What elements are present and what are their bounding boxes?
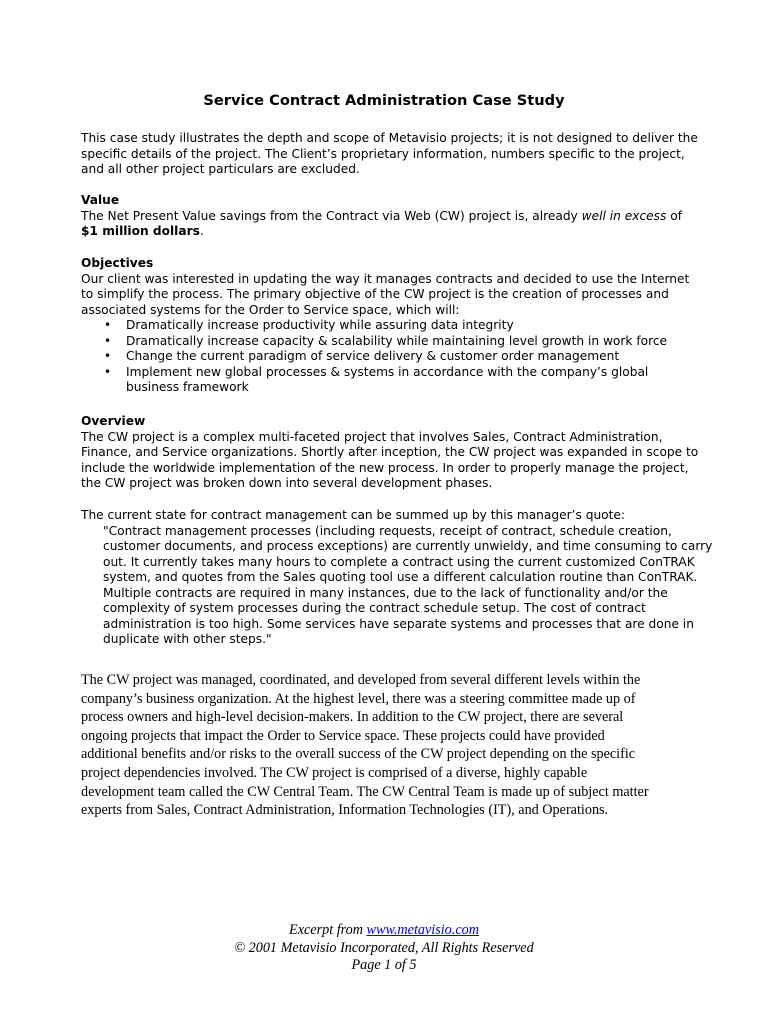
value-text-mid: of — [666, 208, 682, 223]
objective-item: • Dramatically increase productivity while assuring data integrity — [81, 318, 701, 334]
objective-item: • Implement new global processes & systems in accordance with the company’s global business framework — [81, 365, 701, 396]
objective-item: • Dramatically increase capacity & scalability while maintaining level growth in work force — [81, 334, 701, 350]
value-text-end: . — [199, 224, 204, 238]
value-text-italic: well in excess — [581, 208, 667, 223]
value-section — [81, 193, 701, 240]
footer-excerpt — [0, 922, 768, 940]
body-paragraph: The CW project was managed, coordinated, and developed from several different levels within the company’s business organization. At the highest level, there was a steering committee made up of process owners and high-level decision-makers. In addition to the CW project, there are several ongoing projects that impact the Order to Service space. These projects could have provided additional benefits and/or risks to the overall success of the CW project depending on the specific project dependencies involved. The CW project is comprised of a diverse, highly capable development team called the CW Central Team. The CW Central Team is made up of subject matter experts from Sales, Contract Administration, Information Technologies (IT), and Operations. — [81, 672, 649, 819]
document-title: Service Contract Administration Case Study — [203, 92, 565, 109]
objectives-text: Our client was interested in updating the way it manages contracts and decided to use the Internet to simplify the process. The primary objective of the CW project is the creation of processes and associated systems for the Order to Service space, which will: — [81, 271, 690, 317]
overview-heading: Overview — [81, 414, 146, 428]
objectives-section — [81, 256, 701, 396]
footer-link[interactable]: www.metavisio.com — [366, 922, 479, 938]
footer-page-number: Page 1 of 5 — [351, 957, 417, 973]
footer-copyright: © 2001 Metavisio Incorporated, All Rights Reserved — [234, 939, 534, 956]
manager-quote: "Contract management processes (including requests, receipt of contract, schedule creation, customer documents, and process exceptions) are currently unwieldy, and time consuming to carry out. It currently takes many hours to complete a contract using the current customized ConTRAK system, and quotes from the Sales quoting tool use a different calculation routine than ConTRAK. Multiple contracts are required in many instances, due to the lack of functionality and/or the complexity of system processes during the contract schedule setup. The cost of contract administration is too high. Some services have separate systems and processes that are done in duplicate with other steps." — [103, 523, 713, 646]
objectives-list — [81, 318, 701, 396]
footer-excerpt-label: Excerpt from — [289, 922, 367, 938]
page-footer — [0, 922, 768, 975]
intro-paragraph: This case study illustrates the depth and scope of Metavisio projects; it is not designed to deliver the specific details of the project. The Client’s proprietary information, numbers specific to the project, and all other project particulars are excluded. — [81, 131, 698, 176]
objective-item: • Change the current paradigm of service delivery & customer order management — [81, 349, 701, 365]
value-text-start: The Net Present Value savings from the Contract via Web (CW) project is, already — [81, 208, 582, 223]
objectives-heading: Objectives — [81, 256, 154, 270]
quote-intro: The current state for contract management can be summed up by this manager’s quote: — [81, 508, 626, 522]
overview-section — [81, 414, 701, 492]
value-amount: $1 million dollars — [81, 224, 200, 238]
overview-paragraph: The CW project is a complex multi-faceted project that involves Sales, Contract Administration, Finance, and Service organizations. Shortly after inception, the CW project was expanded in scope to include the worldwide implementation of the new process. In order to properly manage the project, the CW project was broken down into several development phases. — [81, 429, 699, 490]
quote-section — [81, 508, 713, 648]
value-text — [81, 209, 701, 240]
value-heading: Value — [81, 193, 120, 207]
